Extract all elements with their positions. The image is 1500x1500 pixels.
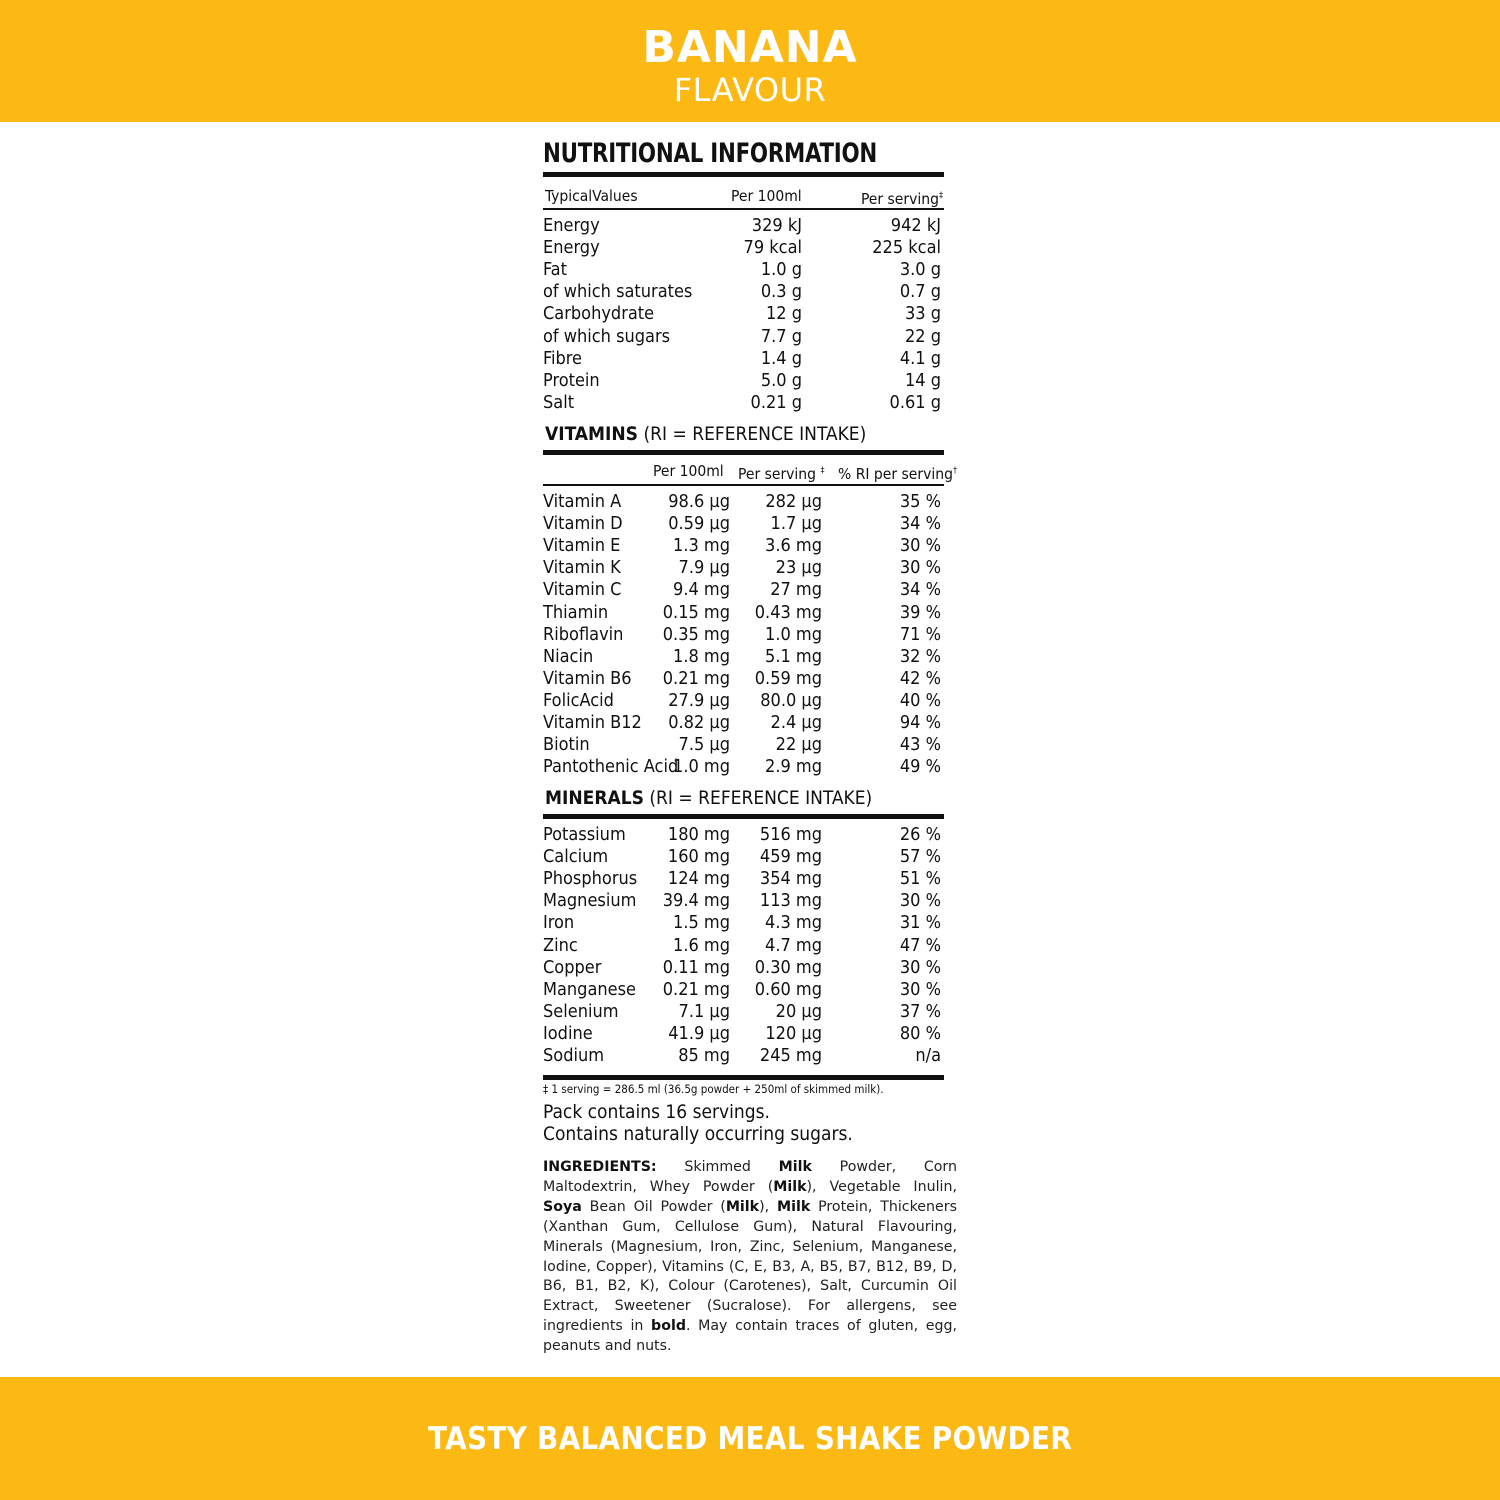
mineral-row-per-100ml: 85 mg	[678, 1045, 730, 1066]
header-band	[0, 0, 1500, 122]
vitamin-row-per-serving: 282 µg	[765, 491, 822, 512]
mineral-row-per-serving: 354 mg	[759, 868, 822, 890]
mineral-row-per-100ml: 41.9 µg	[668, 1022, 730, 1044]
vitamin-row-ri: 30 %	[899, 535, 941, 557]
nutrition-row	[543, 370, 944, 392]
nutrient-per-100ml: 5.0 g	[760, 369, 802, 391]
vitamin-row	[543, 756, 944, 778]
vitamin-row-ri: 43 %	[899, 734, 941, 756]
ingredient-text: ),	[759, 1198, 777, 1215]
col-per-serving-label: Per serving	[860, 190, 939, 209]
mineral-row-name: Zinc	[543, 934, 578, 956]
nutrition-title: NUTRITIONAL INFORMATION	[543, 138, 878, 169]
vitamins-title	[545, 422, 866, 446]
vitamin-row-per-100ml: 0.59 µg	[668, 513, 730, 535]
nutrient-per-serving: 22 g	[904, 325, 941, 347]
vitamin-row-per-100ml: 1.3 mg	[673, 535, 730, 557]
mineral-row-per-100ml: 1.5 mg	[673, 912, 730, 934]
nutrient-per-100ml: 0.3 g	[760, 281, 802, 303]
vitamin-row	[543, 491, 944, 513]
vitamin-row	[543, 712, 944, 734]
vitamin-row-per-100ml: 7.9 µg	[678, 557, 730, 579]
minerals-title	[545, 786, 872, 810]
ingredient-bold: Milk	[725, 1198, 760, 1215]
vitamin-row	[543, 557, 944, 579]
flavour-subtitle: FLAVOUR	[673, 71, 827, 109]
nutrition-row	[543, 215, 944, 237]
nutrient-per-100ml: 79 kcal	[743, 237, 802, 259]
mineral-row	[543, 846, 944, 868]
nutrient-per-100ml: 7.7 g	[760, 325, 802, 347]
col-per-100ml: Per 100ml	[731, 187, 802, 205]
ingredient-text: Bean Oil Powder (	[581, 1198, 726, 1215]
mineral-row-ri: 31 %	[899, 912, 941, 934]
ingredient-text: Skimmed	[656, 1159, 779, 1175]
serving-footnote: ‡ 1 serving = 286.5 ml (36.5g powder + 250ml of skimmed milk).	[543, 1082, 884, 1096]
nutrition-row	[543, 392, 944, 414]
mineral-row-name: Phosphorus	[543, 868, 638, 890]
nutrition-row	[543, 259, 944, 281]
col-typical-values: TypicalValues	[545, 187, 638, 205]
ingredient-text: Protein, Thickeners (Xanthan Gum, Cellulose Gum), Natural Flavouring, Minerals (Magnesium, Iron, Zinc, Selenium, Manganese, Iodine, Copper), Vitamins (C, E, B3, A, B5, B7, B12, B9, D, B6, B1, B2, K), Colour (Carotenes), Salt, Curcumin Oil Extract, Sweetener (Sucralose). For allergens, see ingredients in	[543, 1198, 957, 1335]
pack-servings: Pack contains 16 servings.	[543, 1101, 770, 1123]
nutrition-row	[543, 237, 944, 259]
mineral-row-per-100ml: 160 mg	[667, 846, 730, 868]
mineral-row	[543, 1001, 944, 1023]
vitamin-row-per-100ml: 0.21 mg	[662, 667, 730, 689]
vitamin-row-per-serving: 5.1 mg	[765, 645, 822, 667]
vitamin-row-per-serving: 80.0 µg	[760, 689, 822, 711]
mineral-row-per-serving: 516 mg	[759, 824, 822, 845]
ri-mark: †	[952, 466, 957, 476]
vitamin-row-per-serving: 1.7 µg	[770, 513, 822, 535]
mineral-row	[543, 1045, 944, 1067]
vitamin-row-per-serving: 27 mg	[770, 579, 822, 601]
vitamin-row-name: Vitamin E	[543, 535, 621, 557]
vitamin-row-per-serving: 1.0 mg	[765, 623, 822, 645]
nutrient-per-100ml: 12 g	[765, 303, 802, 325]
mineral-row-name: Selenium	[543, 1000, 619, 1022]
mineral-row-ri: 51 %	[899, 868, 941, 890]
vitamin-row-per-100ml: 0.15 mg	[662, 601, 730, 623]
vitamin-row-per-100ml: 1.8 mg	[673, 645, 730, 667]
vitamin-row-name: Vitamin A	[543, 491, 622, 512]
ingredient-text: . May contain traces of gluten, egg, peanuts and nuts.	[543, 1318, 958, 1355]
ingredient-bold: Milk	[778, 1159, 812, 1175]
nutrient-name: Energy	[543, 215, 600, 236]
rule-minerals	[543, 814, 944, 819]
mineral-row-per-serving: 245 mg	[759, 1045, 822, 1066]
nutrient-per-serving: 4.1 g	[899, 347, 941, 369]
mineral-row-per-serving: 4.7 mg	[765, 934, 822, 956]
rule-vitamins	[543, 450, 944, 455]
mineral-row-name: Copper	[543, 956, 602, 978]
nutrient-per-serving: 0.61 g	[889, 391, 941, 413]
nutrient-per-serving: 14 g	[904, 369, 941, 391]
mineral-row-per-serving: 4.3 mg	[765, 912, 822, 934]
ingredient-text: Powder, Corn Maltodextrin, Whey Powder (	[543, 1159, 958, 1195]
mineral-row-ri: 30 %	[899, 956, 941, 978]
mineral-row-name: Iron	[543, 912, 575, 934]
vitamin-row-name: Vitamin K	[543, 557, 621, 579]
vit-col-ri	[838, 461, 957, 484]
nutrient-name: of which sugars	[543, 325, 671, 347]
nutrient-name: Salt	[543, 391, 575, 413]
vitamin-row-per-100ml: 0.35 mg	[662, 623, 730, 645]
mineral-row-per-100ml: 124 mg	[667, 868, 730, 890]
mineral-row	[543, 1023, 944, 1045]
vitamin-row-name: Vitamin B6	[543, 667, 632, 689]
rule-thick	[543, 172, 944, 177]
mineral-row-per-serving: 20 µg	[775, 1000, 822, 1022]
nutrient-per-serving: 33 g	[904, 303, 941, 325]
mineral-row-per-serving: 0.60 mg	[754, 978, 822, 1000]
vitamin-row-ri: 40 %	[899, 689, 941, 711]
vitamin-row-ri: 34 %	[899, 579, 941, 601]
vitamin-row-per-100ml: 1.0 mg	[673, 756, 730, 778]
vitamin-row	[543, 668, 944, 690]
vitamin-row	[543, 513, 944, 535]
vit-col-ri-label: % RI per serving	[838, 465, 953, 484]
nutrient-name: Protein	[543, 369, 600, 391]
ingredient-bold: Soya	[543, 1198, 582, 1215]
sugars-note: Contains naturally occurring sugars.	[543, 1123, 853, 1145]
nutrient-per-serving: 225 kcal	[872, 237, 941, 259]
vitamin-row-ri: 94 %	[899, 712, 941, 733]
minerals-note: (RI = REFERENCE INTAKE)	[649, 787, 873, 809]
mineral-row-name: Manganese	[543, 978, 637, 1000]
ingredient-text: ), Vegetable Inulin,	[806, 1178, 957, 1195]
ingredient-bold: Milk	[776, 1198, 811, 1215]
vitamin-row-per-serving: 2.4 µg	[770, 712, 822, 733]
mineral-row-per-serving: 113 mg	[759, 890, 822, 912]
vitamin-row-ri: 34 %	[899, 513, 941, 535]
vitamin-row-name: FolicAcid	[543, 689, 614, 711]
ingredient-bold: bold	[651, 1318, 686, 1335]
nutrient-name: Fat	[543, 259, 567, 281]
mineral-row-ri: n/a	[915, 1045, 941, 1066]
vitamin-row-per-100ml: 98.6 µg	[668, 491, 730, 512]
vitamin-row-name: Biotin	[543, 734, 590, 756]
vitamin-row-name: Thiamin	[543, 601, 609, 623]
mineral-row	[543, 868, 944, 890]
vitamin-row	[543, 734, 944, 756]
vitamin-row	[543, 535, 944, 557]
mineral-row-name: Potassium	[543, 824, 626, 845]
mineral-row	[543, 935, 944, 957]
vitamin-row-name: Niacin	[543, 645, 594, 667]
vitamin-row-per-100ml: 27.9 µg	[668, 689, 730, 711]
nutrient-per-serving: 0.7 g	[899, 281, 941, 303]
vit-col-per-serving-label: Per serving	[738, 465, 816, 484]
mineral-row-per-serving: 459 mg	[759, 846, 822, 868]
vit-serving-mark: ‡	[820, 466, 825, 476]
vitamin-row-ri: 42 %	[899, 667, 941, 689]
mineral-row-per-serving: 120 µg	[765, 1022, 822, 1044]
mineral-row-name: Sodium	[543, 1045, 605, 1066]
nutrient-name: Fibre	[543, 347, 583, 369]
ingredients-text	[543, 1158, 957, 1357]
mineral-row-per-serving: 0.30 mg	[754, 956, 822, 978]
nutrition-row	[543, 281, 944, 303]
vitamin-row-name: Pantothenic Acid	[543, 756, 679, 778]
vitamin-row-per-serving: 0.43 mg	[754, 601, 822, 623]
vit-col-per-serving	[738, 461, 825, 484]
mineral-row-ri: 57 %	[899, 846, 941, 868]
rule-header	[543, 208, 944, 210]
nutrient-name: Carbohydrate	[543, 303, 655, 325]
vitamins-note: (RI = REFERENCE INTAKE)	[643, 423, 867, 445]
vitamin-row	[543, 646, 944, 668]
ingredient-bold: INGREDIENTS:	[543, 1159, 657, 1175]
vit-col-per-100ml: Per 100ml	[653, 462, 724, 480]
mineral-row-per-100ml: 0.21 mg	[662, 978, 730, 1000]
product-tagline: TASTY BALANCED MEAL SHAKE POWDER	[427, 1421, 1073, 1457]
vitamin-row-per-serving: 22 µg	[775, 734, 822, 756]
mineral-row-name: Iodine	[543, 1022, 593, 1044]
nutrition-row	[543, 326, 944, 348]
vitamin-row-ri: 49 %	[899, 756, 941, 778]
nutrient-per-100ml: 1.4 g	[760, 347, 802, 369]
vitamin-row-ri: 30 %	[899, 557, 941, 579]
vitamin-row-per-serving: 2.9 mg	[765, 756, 822, 778]
nutrient-name: of which saturates	[543, 281, 693, 303]
vitamin-row-ri: 32 %	[899, 645, 941, 667]
vitamin-row-name: Vitamin B12	[543, 712, 642, 733]
rule-vit-header	[543, 484, 944, 486]
mineral-row-ri: 30 %	[899, 978, 941, 1000]
vitamin-row-ri: 39 %	[899, 601, 941, 623]
nutrient-per-100ml: 0.21 g	[750, 391, 802, 413]
vitamin-row	[543, 602, 944, 624]
ingredient-bold: Milk	[773, 1178, 807, 1195]
vitamin-row-per-100ml: 9.4 mg	[673, 579, 730, 601]
mineral-row-name: Magnesium	[543, 890, 637, 912]
vitamin-row	[543, 690, 944, 712]
vitamin-row-ri: 71 %	[899, 623, 941, 645]
mineral-row-per-100ml: 180 mg	[667, 824, 730, 845]
nutrient-per-serving: 942 kJ	[890, 215, 941, 236]
rule-bottom	[543, 1075, 944, 1080]
minerals-label: MINERALS	[545, 787, 644, 809]
vitamins-label: VITAMINS	[545, 423, 638, 445]
col-per-serving	[861, 186, 943, 209]
nutrient-per-serving: 3.0 g	[899, 259, 941, 281]
vitamin-row-name: Riboflavin	[543, 623, 624, 645]
nutrient-name: Energy	[543, 237, 600, 259]
vitamin-row-per-serving: 23 µg	[775, 557, 822, 579]
vitamin-row-per-100ml: 0.82 µg	[668, 712, 730, 733]
vitamin-row	[543, 624, 944, 646]
vitamin-row-per-serving: 0.59 mg	[754, 667, 822, 689]
mineral-row-name: Calcium	[543, 846, 609, 868]
mineral-row	[543, 912, 944, 934]
mineral-row-ri: 30 %	[899, 890, 941, 912]
nutrient-per-100ml: 1.0 g	[760, 259, 802, 281]
vitamin-row-per-100ml: 7.5 µg	[678, 734, 730, 756]
vitamin-row	[543, 579, 944, 601]
nutrition-row	[543, 303, 944, 325]
mineral-row-ri: 26 %	[899, 824, 941, 845]
mineral-row-per-100ml: 7.1 µg	[678, 1000, 730, 1022]
mineral-row	[543, 957, 944, 979]
mineral-row-per-100ml: 1.6 mg	[673, 934, 730, 956]
serving-mark: ‡	[938, 191, 943, 201]
mineral-row-per-100ml: 39.4 mg	[662, 890, 730, 912]
mineral-row	[543, 979, 944, 1001]
nutrient-per-100ml: 329 kJ	[751, 215, 802, 236]
mineral-row	[543, 824, 944, 846]
mineral-row-ri: 37 %	[899, 1000, 941, 1022]
mineral-row-ri: 80 %	[899, 1022, 941, 1044]
mineral-row-ri: 47 %	[899, 934, 941, 956]
mineral-row-per-100ml: 0.11 mg	[662, 956, 730, 978]
nutrition-row	[543, 348, 944, 370]
flavour-title: BANANA	[642, 22, 858, 73]
vitamin-row-name: Vitamin C	[543, 579, 622, 601]
vitamin-row-ri: 35 %	[899, 491, 941, 512]
footer-band	[0, 1377, 1500, 1500]
vitamin-row-per-serving: 3.6 mg	[765, 535, 822, 557]
mineral-row	[543, 890, 944, 912]
vitamin-row-name: Vitamin D	[543, 513, 623, 535]
